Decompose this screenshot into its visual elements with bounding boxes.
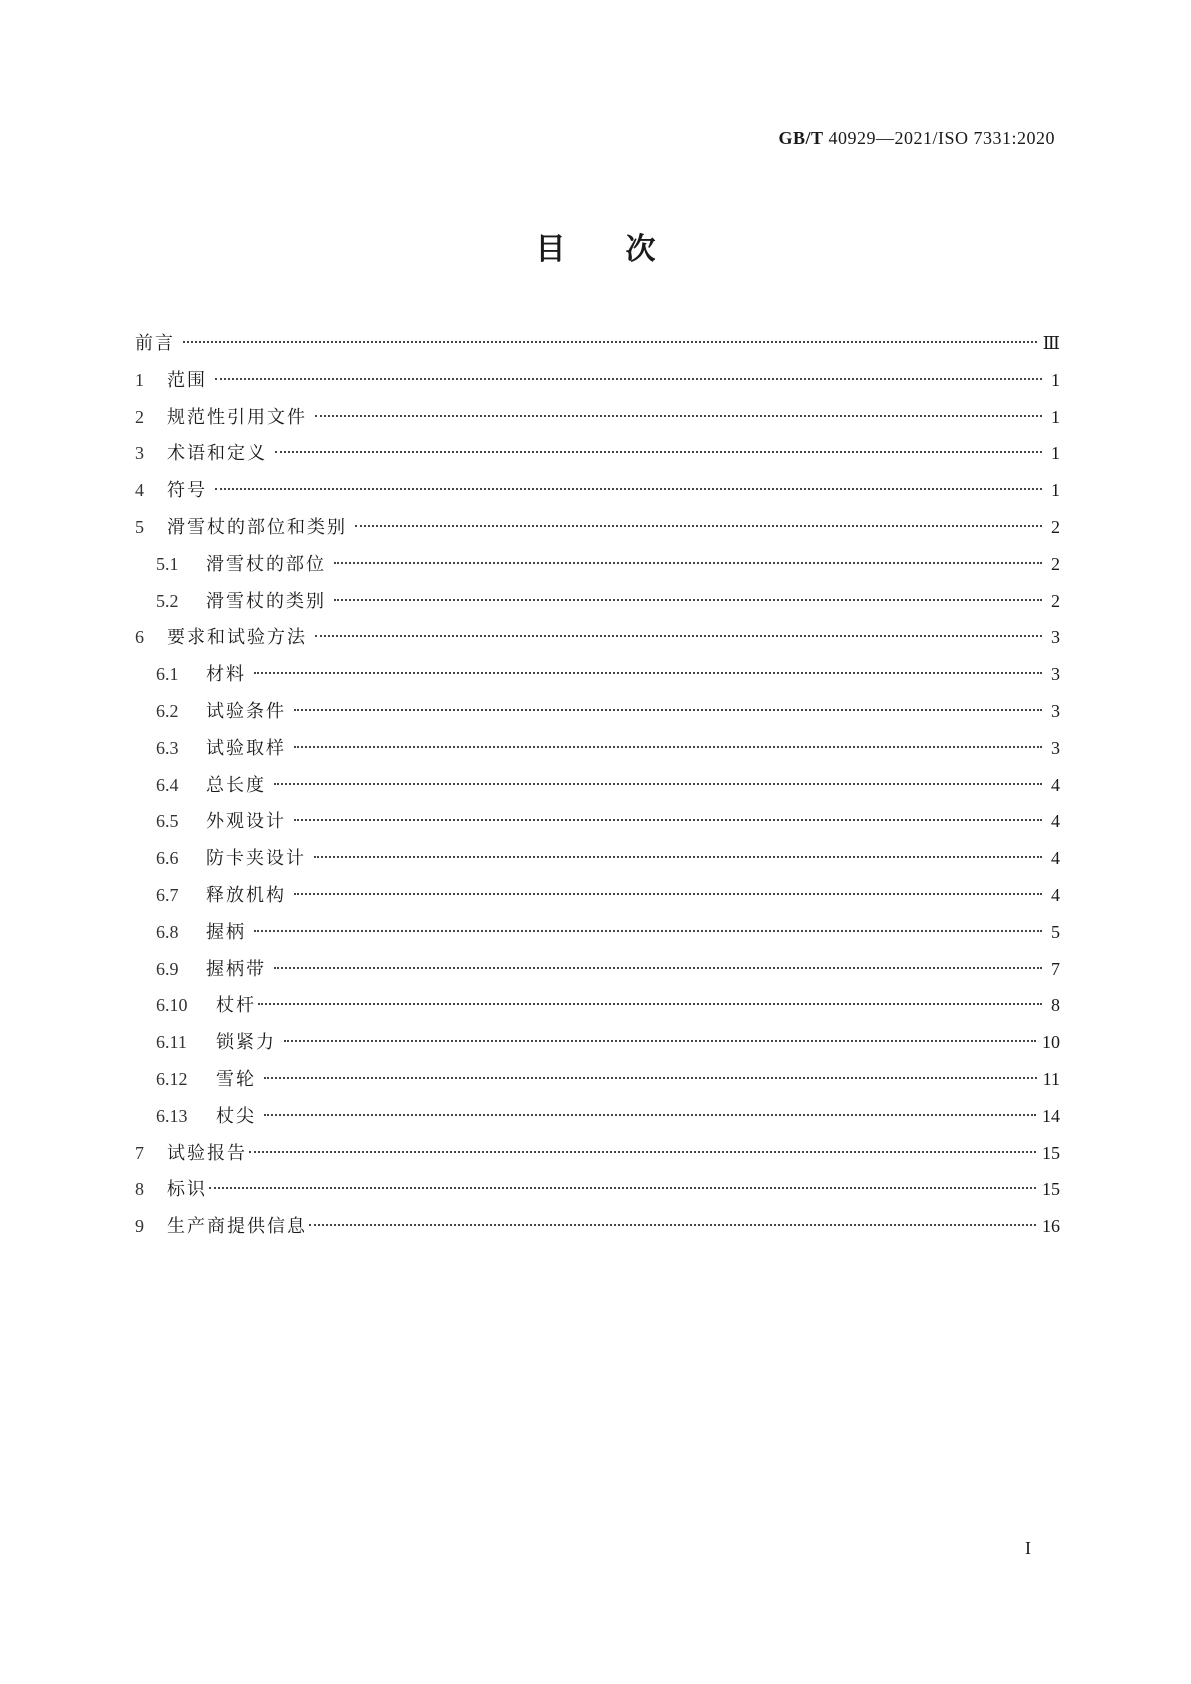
toc-leader-dots bbox=[274, 783, 1042, 785]
toc-entry-text: 材料 bbox=[206, 664, 246, 686]
toc-page-number: 3 bbox=[1051, 664, 1060, 685]
toc-entry-8[interactable] bbox=[135, 1171, 1060, 1208]
toc-entry-text: 杖杆 bbox=[216, 995, 256, 1017]
toc-leader-dots bbox=[215, 488, 1042, 490]
toc-entry-number: 3 bbox=[135, 443, 144, 464]
toc-entry-6[interactable] bbox=[135, 619, 1060, 656]
toc-entry-number: 6.10 bbox=[156, 995, 188, 1016]
toc-entry-4[interactable] bbox=[135, 472, 1060, 509]
toc-entry-5-2[interactable] bbox=[135, 583, 1060, 620]
toc-entry-text: 滑雪杖的部位 bbox=[206, 553, 326, 575]
toc-page-number: 1 bbox=[1051, 406, 1060, 427]
toc-entry-6-12[interactable] bbox=[135, 1061, 1060, 1098]
standard-number bbox=[778, 128, 1055, 149]
toc-entry-1[interactable] bbox=[135, 362, 1060, 399]
toc-title: 目次 bbox=[535, 232, 716, 267]
toc-entry-text: 试验报告 bbox=[167, 1142, 247, 1164]
toc-entry-text: 试验条件 bbox=[206, 700, 286, 722]
toc-leader-dots bbox=[264, 1114, 1036, 1116]
toc-entry-number: 2 bbox=[135, 406, 144, 427]
toc-page-number: 1 bbox=[1051, 369, 1060, 390]
toc-leader-dots bbox=[294, 893, 1042, 895]
toc-leader-dots bbox=[249, 1151, 1036, 1153]
toc-leader-dots bbox=[183, 341, 1037, 343]
toc-leader-dots bbox=[274, 967, 1042, 969]
toc-entry-text: 符号 bbox=[167, 480, 207, 502]
toc-entry-text: 标识 bbox=[167, 1179, 207, 1201]
toc-leader-dots bbox=[294, 819, 1042, 821]
toc-entry-text: 范围 bbox=[167, 369, 207, 391]
toc-page-number: 2 bbox=[1051, 553, 1060, 574]
toc-entry-number: 6.3 bbox=[156, 737, 179, 758]
toc-entry-6-8[interactable] bbox=[135, 914, 1060, 951]
toc-entry-6-2[interactable] bbox=[135, 693, 1060, 730]
toc-page-number: 1 bbox=[1051, 480, 1060, 501]
toc-page-number: 4 bbox=[1051, 811, 1060, 832]
toc-entry-number: 6.8 bbox=[156, 921, 179, 942]
toc-entry-number: 8 bbox=[135, 1179, 144, 1200]
toc-entry-2[interactable] bbox=[135, 399, 1060, 436]
toc-entry-number: 5 bbox=[135, 516, 144, 537]
toc-entry-6-10[interactable] bbox=[135, 987, 1060, 1024]
toc-entry-number: 6.9 bbox=[156, 958, 179, 979]
toc-entry-6-6[interactable] bbox=[135, 840, 1060, 877]
toc-page-number: 7 bbox=[1051, 958, 1060, 979]
standard-prefix: GB/T bbox=[778, 128, 824, 148]
toc-leader-dots bbox=[284, 1040, 1036, 1042]
toc-entry-number: 6 bbox=[135, 627, 144, 648]
toc-page-number: 2 bbox=[1051, 516, 1060, 537]
toc-entry-text: 术语和定义 bbox=[167, 443, 267, 465]
toc-page-number: 3 bbox=[1051, 700, 1060, 721]
standard-code: 40929—2021/ISO 7331:2020 bbox=[823, 128, 1055, 148]
toc-entry-7[interactable] bbox=[135, 1135, 1060, 1172]
toc-leader-dots bbox=[334, 562, 1042, 564]
toc-entry-6-7[interactable] bbox=[135, 877, 1060, 914]
toc-entry-text: 要求和试验方法 bbox=[167, 627, 307, 649]
toc-page-number: 10 bbox=[1042, 1032, 1060, 1053]
toc-page-number: 5 bbox=[1051, 921, 1060, 942]
toc-entry-text: 试验取样 bbox=[206, 737, 286, 759]
toc-leader-dots bbox=[209, 1187, 1036, 1189]
toc-entry-5[interactable] bbox=[135, 509, 1060, 546]
toc-entry-6-4[interactable] bbox=[135, 767, 1060, 804]
toc-entry-5-1[interactable] bbox=[135, 546, 1060, 583]
toc-entry-text: 防卡夹设计 bbox=[206, 848, 306, 870]
toc-entry-text: 握柄 bbox=[206, 921, 246, 943]
toc-leader-dots bbox=[315, 415, 1042, 417]
toc-entry-number: 6.13 bbox=[156, 1105, 188, 1126]
toc-entry-number: 5.2 bbox=[156, 590, 179, 611]
toc-entry-9[interactable] bbox=[135, 1208, 1060, 1245]
toc-entry-6-11[interactable] bbox=[135, 1024, 1060, 1061]
toc-entry-text: 外观设计 bbox=[206, 811, 286, 833]
toc-leader-dots bbox=[309, 1224, 1036, 1226]
toc-entry-number: 1 bbox=[135, 369, 144, 390]
toc-page-number: 3 bbox=[1051, 627, 1060, 648]
toc-entry-text: 杖尖 bbox=[216, 1105, 256, 1127]
toc-leader-dots bbox=[258, 1003, 1042, 1005]
toc-entry-text: 滑雪杖的类别 bbox=[206, 590, 326, 612]
toc-page-number: 2 bbox=[1051, 590, 1060, 611]
toc-entry-number: 7 bbox=[135, 1142, 144, 1163]
toc-entry-number: 6.7 bbox=[156, 884, 179, 905]
toc-entry-text: 总长度 bbox=[206, 774, 266, 796]
toc-entry-text: 规范性引用文件 bbox=[167, 406, 307, 428]
toc-entry-6-5[interactable] bbox=[135, 803, 1060, 840]
toc-entry-number: 6.4 bbox=[156, 774, 179, 795]
toc-entry-text: 雪轮 bbox=[216, 1068, 256, 1090]
toc-entry-number: 6.1 bbox=[156, 664, 179, 685]
toc-entry-number: 6.11 bbox=[156, 1032, 187, 1053]
toc-page-number: 4 bbox=[1051, 848, 1060, 869]
toc-entry-6-13[interactable] bbox=[135, 1098, 1060, 1135]
toc-page-number: Ⅲ bbox=[1042, 333, 1060, 353]
toc-entry-number: 6.5 bbox=[156, 811, 179, 832]
toc-leader-dots bbox=[264, 1077, 1037, 1079]
toc-entry-number: 5.1 bbox=[156, 553, 179, 574]
toc-leader-dots bbox=[275, 451, 1042, 453]
toc-leader-dots bbox=[215, 378, 1042, 380]
toc-page-number: 15 bbox=[1042, 1142, 1060, 1163]
toc-entry-6-3[interactable] bbox=[135, 730, 1060, 767]
toc-leader-dots bbox=[254, 930, 1042, 932]
toc-leader-dots bbox=[355, 525, 1042, 527]
toc-leader-dots bbox=[334, 599, 1042, 601]
toc-page-number: 1 bbox=[1051, 443, 1060, 464]
toc-page-number: 14 bbox=[1042, 1105, 1060, 1126]
toc-leader-dots bbox=[254, 672, 1042, 674]
toc-page-number: 4 bbox=[1051, 774, 1060, 795]
toc-entry-number: 4 bbox=[135, 480, 144, 501]
toc-entry-number: 6.6 bbox=[156, 848, 179, 869]
toc-leader-dots bbox=[294, 709, 1042, 711]
toc-entry-6-9[interactable] bbox=[135, 951, 1060, 988]
toc-page-number: 16 bbox=[1042, 1216, 1060, 1237]
toc-page-number: 11 bbox=[1042, 1068, 1060, 1089]
toc-leader-dots bbox=[315, 635, 1042, 637]
toc-leader-dots bbox=[314, 856, 1042, 858]
toc-entry-text: 释放机构 bbox=[206, 884, 286, 906]
toc-entry-text: 滑雪杖的部位和类别 bbox=[167, 516, 347, 538]
toc-page-number: 8 bbox=[1051, 995, 1060, 1016]
toc-entry-foreword[interactable] bbox=[135, 325, 1060, 362]
toc-leader-dots bbox=[294, 746, 1042, 748]
toc-entry-number: 6.12 bbox=[156, 1068, 188, 1089]
toc-entry-3[interactable] bbox=[135, 435, 1060, 472]
toc-entry-number: 6.2 bbox=[156, 700, 179, 721]
toc-entry-6-1[interactable] bbox=[135, 656, 1060, 693]
toc-page-number: 3 bbox=[1051, 737, 1060, 758]
toc-list bbox=[135, 325, 1060, 1245]
toc-entry-text: 生产商提供信息 bbox=[167, 1216, 307, 1238]
page-number: I bbox=[1025, 1538, 1031, 1558]
toc-entry-number: 9 bbox=[135, 1216, 144, 1237]
toc-entry-text: 前言 bbox=[135, 333, 175, 354]
toc-page-number: 15 bbox=[1042, 1179, 1060, 1200]
toc-entry-text: 握柄带 bbox=[206, 958, 266, 980]
toc-page-number: 4 bbox=[1051, 884, 1060, 905]
toc-entry-text: 锁紧力 bbox=[216, 1032, 276, 1054]
